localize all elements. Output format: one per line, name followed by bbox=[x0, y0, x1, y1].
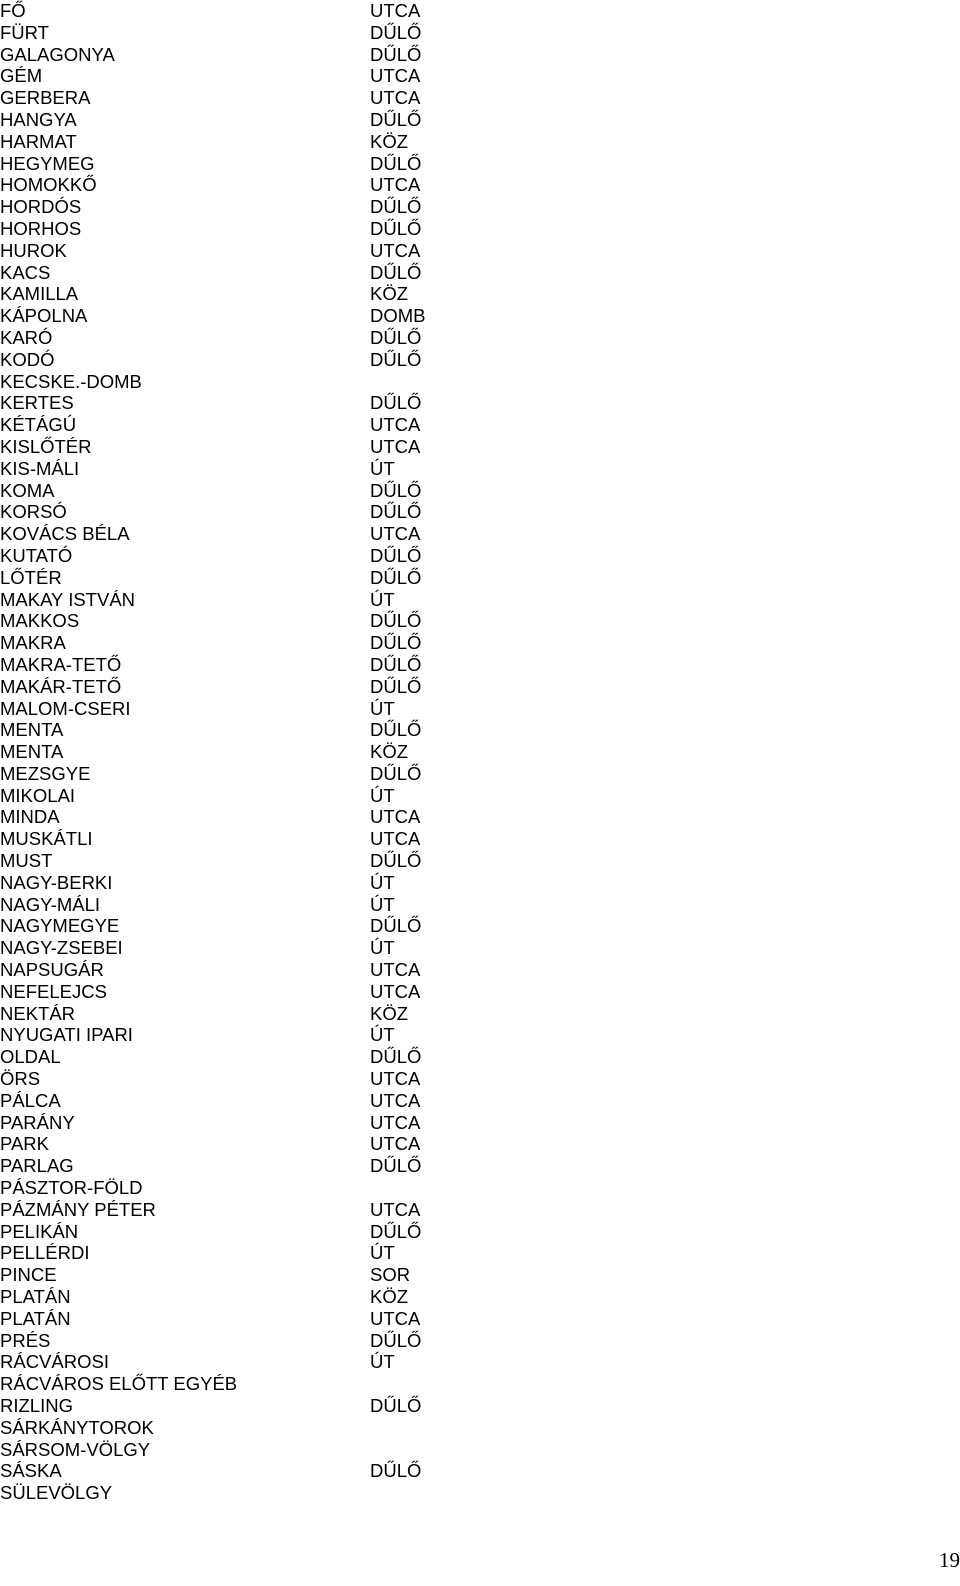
table-row bbox=[0, 785, 520, 807]
street-name: GÉM bbox=[0, 65, 43, 87]
street-type: DŰLŐ bbox=[370, 326, 422, 348]
table-row bbox=[0, 915, 520, 937]
street-name: MINDA bbox=[0, 806, 60, 828]
table-row bbox=[0, 806, 520, 828]
table-row bbox=[0, 480, 520, 502]
table-row bbox=[0, 65, 520, 87]
street-type: ÚT bbox=[370, 457, 395, 479]
table-row bbox=[0, 1090, 520, 1112]
table-row bbox=[0, 1373, 520, 1395]
table-row bbox=[0, 262, 520, 284]
page-number: 19 bbox=[939, 1548, 960, 1572]
street-type: DŰLŐ bbox=[370, 1395, 422, 1416]
street-type: DŰLŐ bbox=[370, 762, 422, 784]
street-type: UTCA bbox=[370, 1307, 421, 1329]
street-name: KACS bbox=[0, 261, 51, 283]
street-type: ÚT bbox=[370, 1351, 395, 1373]
street-name: GALAGONYA bbox=[0, 43, 115, 65]
street-type: ÚT bbox=[370, 893, 395, 915]
table-row bbox=[0, 523, 520, 545]
street-type: DŰLŐ bbox=[370, 108, 422, 130]
street-name: NEKTÁR bbox=[0, 1002, 76, 1024]
street-type: ÚT bbox=[370, 784, 395, 806]
street-type: UTCA bbox=[370, 980, 421, 1002]
street-type: UTCA bbox=[370, 1111, 421, 1133]
street-type: ÚT bbox=[370, 1242, 395, 1264]
table-row bbox=[0, 436, 520, 458]
table-row bbox=[0, 1133, 520, 1155]
street-name: PÁLCA bbox=[0, 1089, 61, 1111]
street-type: DŰLŐ bbox=[370, 566, 422, 588]
street-type bbox=[370, 1482, 520, 1504]
table-row bbox=[0, 1482, 520, 1504]
street-type: UTCA bbox=[370, 414, 421, 436]
street-type bbox=[370, 1417, 520, 1439]
street-name: NYUGATI IPARI bbox=[0, 1024, 133, 1046]
street-name: PLATÁN bbox=[0, 1286, 71, 1308]
table-row bbox=[0, 1460, 520, 1482]
street-type: UTCA bbox=[370, 435, 421, 457]
table-row bbox=[0, 240, 520, 262]
table-row bbox=[0, 959, 520, 981]
street-type: UTCA bbox=[370, 959, 421, 981]
street-name: NEFELEJCS bbox=[0, 980, 107, 1002]
table-row bbox=[0, 458, 520, 480]
street-type bbox=[370, 1373, 520, 1395]
street-name: HORHOS bbox=[0, 217, 82, 239]
street-name: KODÓ bbox=[0, 348, 55, 370]
table-row bbox=[0, 1155, 520, 1177]
street-name: MUST bbox=[0, 850, 53, 872]
street-name: KARÓ bbox=[0, 326, 53, 348]
street-name: HANGYA bbox=[0, 108, 77, 130]
street-name: MENTA bbox=[0, 719, 64, 741]
street-name: SÁSKA bbox=[0, 1460, 62, 1482]
table-row bbox=[0, 1003, 520, 1025]
table-row bbox=[0, 981, 520, 1003]
table-row bbox=[0, 1024, 520, 1046]
street-type: DŰLŐ bbox=[370, 915, 422, 937]
table-row bbox=[0, 741, 520, 763]
street-name: MAKRA bbox=[0, 632, 66, 654]
street-type: ÚT bbox=[370, 588, 395, 610]
street-name: KISLŐTÉR bbox=[0, 435, 92, 457]
street-name: FŐ bbox=[0, 0, 26, 21]
street-name: FÜRT bbox=[0, 21, 49, 43]
street-name: GERBERA bbox=[0, 87, 91, 109]
street-name: KERTES bbox=[0, 392, 74, 414]
street-type: DŰLŐ bbox=[370, 261, 422, 283]
table-row bbox=[0, 87, 520, 109]
table-row bbox=[0, 937, 520, 959]
table-row bbox=[0, 349, 520, 371]
street-type: KÖZ bbox=[370, 130, 409, 152]
street-name: MIKOLAI bbox=[0, 784, 76, 806]
table-row bbox=[0, 850, 520, 872]
street-name: KAMILLA bbox=[0, 283, 79, 305]
table-row bbox=[0, 1330, 520, 1352]
street-type: DŰLŐ bbox=[370, 152, 422, 174]
street-type: UTCA bbox=[370, 1068, 421, 1090]
table-row bbox=[0, 327, 520, 349]
table-row bbox=[0, 218, 520, 240]
table-row bbox=[0, 1046, 520, 1068]
table-row bbox=[0, 1242, 520, 1264]
street-type: DŰLŐ bbox=[370, 675, 422, 697]
street-type: DŰLŐ bbox=[370, 21, 422, 43]
street-type: KÖZ bbox=[370, 1286, 409, 1308]
table-row bbox=[0, 1395, 520, 1417]
street-type: DŰLŐ bbox=[370, 479, 422, 501]
street-name: PARÁNY bbox=[0, 1111, 75, 1133]
table-row bbox=[0, 283, 520, 305]
street-type: KÖZ bbox=[370, 283, 409, 305]
street-name: SÁRKÁNYTOROK bbox=[0, 1416, 154, 1438]
street-type: ÚT bbox=[370, 937, 395, 959]
street-name: NAGYMEGYE bbox=[0, 915, 120, 937]
street-name: SÜLEVÖLGY bbox=[0, 1482, 113, 1504]
street-name: RIZLING bbox=[0, 1395, 73, 1416]
street-type: UTCA bbox=[370, 239, 421, 261]
street-type: DŰLŐ bbox=[370, 1220, 422, 1242]
street-name: PRÉS bbox=[0, 1329, 51, 1351]
table-row bbox=[0, 1439, 520, 1461]
table-row bbox=[0, 589, 520, 611]
street-name: KOVÁCS BÉLA bbox=[0, 523, 130, 545]
street-type: DŰLŐ bbox=[370, 501, 422, 523]
street-type: DŰLŐ bbox=[370, 632, 422, 654]
street-type: DOMB bbox=[370, 305, 426, 327]
table-row bbox=[0, 392, 520, 414]
table-row bbox=[0, 763, 520, 785]
street-name: RÁCVÁROSI bbox=[0, 1351, 109, 1373]
street-type: SOR bbox=[370, 1264, 411, 1286]
table-row bbox=[0, 1112, 520, 1134]
table-row bbox=[0, 305, 520, 327]
street-type: DŰLŐ bbox=[370, 196, 422, 218]
street-name: SÁRSOM-VÖLGY bbox=[0, 1438, 151, 1460]
table-row bbox=[0, 1199, 520, 1221]
street-type: DŰLŐ bbox=[370, 348, 422, 370]
street-type: KÖZ bbox=[370, 741, 409, 763]
street-type: UTCA bbox=[370, 174, 421, 196]
table-row bbox=[0, 196, 520, 218]
street-type: DŰLŐ bbox=[370, 610, 422, 632]
table-row bbox=[0, 1068, 520, 1090]
street-name: MAKRA-TETŐ bbox=[0, 653, 122, 675]
street-type: UTCA bbox=[370, 65, 421, 87]
street-type: ÚT bbox=[370, 871, 395, 893]
street-name: KORSÓ bbox=[0, 501, 67, 523]
table-row bbox=[0, 1264, 520, 1286]
street-name: HOMOKKŐ bbox=[0, 174, 97, 196]
street-name: NAGY-BERKI bbox=[0, 871, 113, 893]
street-name: KOMA bbox=[0, 479, 55, 501]
street-name: PELIKÁN bbox=[0, 1220, 79, 1242]
street-name: KUTATÓ bbox=[0, 544, 73, 566]
table-row bbox=[0, 567, 520, 589]
street-type: DŰLŐ bbox=[370, 544, 422, 566]
street-type: UTCA bbox=[370, 1089, 421, 1111]
street-type: UTCA bbox=[370, 87, 421, 109]
street-name: KÁPOLNA bbox=[0, 305, 88, 327]
street-name: MUSKÁTLI bbox=[0, 828, 93, 850]
street-type: UTCA bbox=[370, 1133, 421, 1155]
table-row bbox=[0, 414, 520, 436]
street-name: PÁZMÁNY PÉTER bbox=[0, 1198, 156, 1220]
street-type: DŰLŐ bbox=[370, 1460, 422, 1482]
street-name: RÁCVÁROS ELŐTT EGYÉB bbox=[0, 1373, 238, 1395]
table-row bbox=[0, 1417, 520, 1439]
street-name: KECSKE.-DOMB bbox=[0, 370, 142, 392]
table-row bbox=[0, 371, 520, 393]
street-type bbox=[370, 1177, 520, 1199]
street-type: DŰLŐ bbox=[370, 1329, 422, 1351]
table-row bbox=[0, 174, 520, 196]
street-name: MEZSGYE bbox=[0, 762, 91, 784]
table-row bbox=[0, 610, 520, 632]
table-row bbox=[0, 1351, 520, 1373]
table-row bbox=[0, 654, 520, 676]
table-row bbox=[0, 153, 520, 175]
street-name: PARK bbox=[0, 1133, 50, 1155]
table-row bbox=[0, 828, 520, 850]
table-row bbox=[0, 44, 520, 66]
street-name: NAGY-MÁLI bbox=[0, 893, 101, 915]
street-name: MENTA bbox=[0, 741, 64, 763]
table-row bbox=[0, 698, 520, 720]
table-row bbox=[0, 676, 520, 698]
street-type: DŰLŐ bbox=[370, 653, 422, 675]
street-name: MAKKOS bbox=[0, 610, 80, 632]
street-type: UTCA bbox=[370, 828, 421, 850]
street-name: HEGYMEG bbox=[0, 152, 95, 174]
street-name: MAKÁR-TETŐ bbox=[0, 675, 122, 697]
street-name: HARMAT bbox=[0, 130, 77, 152]
street-name: MALOM-CSERI bbox=[0, 697, 131, 719]
table-row bbox=[0, 131, 520, 153]
street-type: DŰLŐ bbox=[370, 850, 422, 872]
street-name: PÁSZTOR-FÖLD bbox=[0, 1177, 143, 1199]
street-name: PLATÁN bbox=[0, 1307, 71, 1329]
street-type: DŰLŐ bbox=[370, 1155, 422, 1177]
table-row bbox=[0, 22, 520, 44]
street-name: ÖRS bbox=[0, 1068, 41, 1090]
table-row bbox=[0, 109, 520, 131]
table-row bbox=[0, 719, 520, 741]
street-name: LŐTÉR bbox=[0, 566, 62, 588]
street-name: PELLÉRDI bbox=[0, 1242, 90, 1264]
street-type: UTCA bbox=[370, 523, 421, 545]
table-row bbox=[0, 1177, 520, 1199]
street-name: PARLAG bbox=[0, 1155, 74, 1177]
street-name: NAPSUGÁR bbox=[0, 959, 104, 981]
table-row bbox=[0, 894, 520, 916]
street-type: UTCA bbox=[370, 1198, 421, 1220]
street-type: DŰLŐ bbox=[370, 43, 422, 65]
table-row bbox=[0, 632, 520, 654]
street-type bbox=[370, 371, 520, 393]
street-type: DŰLŐ bbox=[370, 719, 422, 741]
street-name: MAKAY ISTVÁN bbox=[0, 588, 136, 610]
street-type bbox=[370, 1439, 520, 1461]
street-type: DŰLŐ bbox=[370, 1046, 422, 1068]
street-type: DŰLŐ bbox=[370, 217, 422, 239]
street-type: DŰLŐ bbox=[370, 392, 422, 414]
street-name: PINCE bbox=[0, 1264, 57, 1286]
street-type: ÚT bbox=[370, 1024, 395, 1046]
street-name: NAGY-ZSEBEI bbox=[0, 937, 123, 959]
table-row bbox=[0, 1308, 520, 1330]
table-row bbox=[0, 501, 520, 523]
street-name: HUROK bbox=[0, 239, 67, 261]
street-name: OLDAL bbox=[0, 1046, 61, 1068]
street-type: KÖZ bbox=[370, 1002, 409, 1024]
table-row bbox=[0, 545, 520, 567]
street-name: KÉTÁGÚ bbox=[0, 414, 77, 436]
street-type: UTCA bbox=[370, 806, 421, 828]
table-row bbox=[0, 1286, 520, 1308]
street-name: HORDÓS bbox=[0, 196, 82, 218]
street-name: KIS-MÁLI bbox=[0, 457, 80, 479]
table-row bbox=[0, 872, 520, 894]
street-type: ÚT bbox=[370, 697, 395, 719]
street-type: UTCA bbox=[370, 0, 421, 21]
table-row bbox=[0, 0, 520, 22]
table-row bbox=[0, 1221, 520, 1243]
